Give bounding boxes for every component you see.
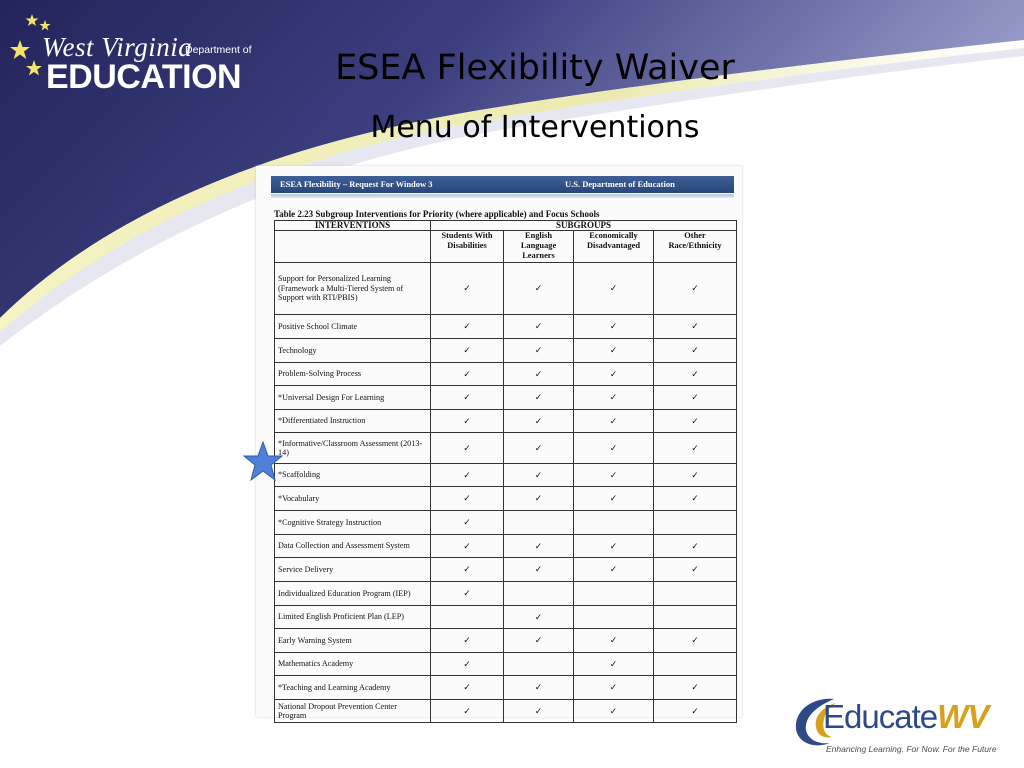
educate-word-main: Educate: [823, 698, 938, 735]
checkmark-icon: ✓: [504, 487, 574, 511]
intervention-name: Positive School Climate: [275, 315, 431, 339]
logo-west-virginia: West Virginia: [42, 32, 193, 62]
empty-cell: [504, 653, 574, 676]
table-row: [275, 535, 737, 558]
table-row: [275, 464, 737, 487]
checkmark-icon: ✓: [431, 582, 504, 606]
checkmark-icon: ✓: [654, 558, 737, 582]
checkmark-icon: ✓: [504, 535, 574, 558]
table-row: [275, 339, 737, 363]
checkmark-icon: ✓: [654, 629, 737, 653]
checkmark-icon: ✓: [574, 315, 654, 339]
document-header-bar: [271, 176, 734, 193]
educate-word-accent: WV: [937, 698, 989, 735]
document-image: [256, 166, 742, 720]
checkmark-icon: ✓: [574, 339, 654, 363]
checkmark-icon: ✓: [431, 464, 504, 487]
intervention-name: Problem-Solving Process: [275, 363, 431, 386]
empty-cell: [504, 511, 574, 535]
checkmark-icon: ✓: [431, 315, 504, 339]
checkmark-icon: ✓: [574, 558, 654, 582]
checkmark-icon: ✓: [431, 629, 504, 653]
checkmark-icon: ✓: [654, 363, 737, 386]
checkmark-icon: ✓: [431, 410, 504, 433]
intervention-name: Individualized Education Program (IEP): [275, 582, 431, 606]
empty-cell: [654, 606, 737, 629]
checkmark-icon: ✓: [431, 653, 504, 676]
subgroup-header: Other Race/Ethnicity: [654, 231, 737, 263]
checkmark-icon: ✓: [431, 511, 504, 535]
empty-cell: [574, 606, 654, 629]
checkmark-icon: ✓: [431, 487, 504, 511]
empty-cell: [654, 582, 737, 606]
checkmark-icon: ✓: [504, 339, 574, 363]
subgroups-header: SUBGROUPS: [431, 221, 737, 231]
intervention-name: Service Delivery: [275, 558, 431, 582]
checkmark-icon: ✓: [574, 535, 654, 558]
checkmark-icon: ✓: [654, 386, 737, 410]
subgroup-header: Students With Disabilities: [431, 231, 504, 263]
checkmark-icon: ✓: [504, 263, 574, 315]
checkmark-icon: ✓: [574, 263, 654, 315]
intervention-name: *Teaching and Learning Academy: [275, 676, 431, 700]
checkmark-icon: ✓: [654, 535, 737, 558]
checkmark-icon: ✓: [504, 433, 574, 464]
subgroup-header: English Language Learners: [504, 231, 574, 263]
checkmark-icon: ✓: [504, 410, 574, 433]
table-row: [275, 629, 737, 653]
intervention-name: *Cognitive Strategy Instruction: [275, 511, 431, 535]
subgroup-header: Economically Disadvantaged: [574, 231, 654, 263]
checkmark-icon: ✓: [574, 433, 654, 464]
checkmark-icon: ✓: [654, 339, 737, 363]
document-header-left: ESEA Flexibility – Request For Window 3: [280, 179, 433, 189]
table-row: [275, 511, 737, 535]
intervention-name: *Informative/Classroom Assessment (2013-14): [275, 433, 431, 464]
table-row: [275, 410, 737, 433]
checkmark-icon: ✓: [431, 535, 504, 558]
educate-tagline: Enhancing Learning. For Now. For the Future: [826, 744, 997, 754]
table-row: [275, 558, 737, 582]
checkmark-icon: ✓: [431, 433, 504, 464]
checkmark-icon: ✓: [504, 363, 574, 386]
intervention-name: Limited English Proficient Plan (LEP): [275, 606, 431, 629]
checkmark-icon: ✓: [654, 410, 737, 433]
table-caption: Table 2.23 Subgroup Interventions for Priority (where applicable) and Focus Schools: [274, 209, 600, 219]
intervention-name: *Vocabulary: [275, 487, 431, 511]
checkmark-icon: ✓: [431, 386, 504, 410]
table-row: [275, 386, 737, 410]
checkmark-icon: ✓: [574, 410, 654, 433]
checkmark-icon: ✓: [654, 676, 737, 700]
checkmark-icon: ✓: [574, 629, 654, 653]
checkmark-icon: ✓: [654, 315, 737, 339]
intervention-name: *Scaffolding: [275, 464, 431, 487]
table-row: [275, 263, 737, 315]
empty-cell: [431, 606, 504, 629]
checkmark-icon: ✓: [574, 386, 654, 410]
empty-cell: [654, 653, 737, 676]
empty-cell: [574, 582, 654, 606]
empty-cell: [504, 582, 574, 606]
checkmark-icon: ✓: [504, 606, 574, 629]
checkmark-icon: ✓: [504, 700, 574, 723]
table-row: [275, 582, 737, 606]
intervention-name: *Differentiated Instruction: [275, 410, 431, 433]
empty-cell: [574, 511, 654, 535]
checkmark-icon: ✓: [504, 386, 574, 410]
table-row: [275, 606, 737, 629]
interventions-header-spacer: [275, 231, 431, 263]
wv-education-logo: [8, 10, 252, 96]
document-header-rule: [271, 194, 734, 198]
checkmark-icon: ✓: [654, 433, 737, 464]
table-row: [275, 315, 737, 339]
checkmark-icon: ✓: [504, 676, 574, 700]
logo-education: EDUCATION: [46, 58, 242, 96]
star-marker-icon: [243, 441, 283, 483]
checkmark-icon: ✓: [654, 487, 737, 511]
intervention-name: Mathematics Academy: [275, 653, 431, 676]
intervention-name: Support for Personalized Learning (Framework a Multi-Tiered System of Support with RTI/PBIS): [275, 263, 431, 315]
intervention-name: Technology: [275, 339, 431, 363]
checkmark-icon: ✓: [431, 263, 504, 315]
checkmark-icon: ✓: [654, 700, 737, 723]
checkmark-icon: ✓: [504, 629, 574, 653]
educate-wv-logo: [790, 693, 1020, 763]
checkmark-icon: ✓: [574, 700, 654, 723]
checkmark-icon: ✓: [504, 558, 574, 582]
table-row: [275, 676, 737, 700]
checkmark-icon: ✓: [431, 558, 504, 582]
table-row: [275, 487, 737, 511]
document-header-right: U.S. Department of Education: [565, 179, 675, 189]
interventions-header: INTERVENTIONS: [275, 221, 431, 231]
intervention-name: Data Collection and Assessment System: [275, 535, 431, 558]
checkmark-icon: ✓: [574, 676, 654, 700]
table-row: [275, 433, 737, 464]
checkmark-icon: ✓: [431, 676, 504, 700]
intervention-name: *Universal Design For Learning: [275, 386, 431, 410]
intervention-name: National Dropout Prevention Center Program: [275, 700, 431, 723]
empty-cell: [654, 511, 737, 535]
checkmark-icon: ✓: [574, 363, 654, 386]
table-row: [275, 363, 737, 386]
checkmark-icon: ✓: [431, 339, 504, 363]
interventions-table: [274, 220, 737, 723]
logo-department-of: Department of: [185, 44, 252, 56]
checkmark-icon: ✓: [431, 700, 504, 723]
table-row: [275, 700, 737, 723]
checkmark-icon: ✓: [431, 363, 504, 386]
checkmark-icon: ✓: [574, 487, 654, 511]
checkmark-icon: ✓: [574, 653, 654, 676]
checkmark-icon: ✓: [504, 464, 574, 487]
checkmark-icon: ✓: [654, 464, 737, 487]
checkmark-icon: ✓: [574, 464, 654, 487]
slide-title: ESEA Flexibility Waiver: [335, 48, 735, 88]
checkmark-icon: ✓: [504, 315, 574, 339]
slide-subtitle: Menu of Interventions: [370, 110, 700, 145]
checkmark-icon: ✓: [654, 263, 737, 315]
intervention-name: Early Warning System: [275, 629, 431, 653]
table-row: [275, 653, 737, 676]
educate-wordmark: [823, 698, 988, 736]
